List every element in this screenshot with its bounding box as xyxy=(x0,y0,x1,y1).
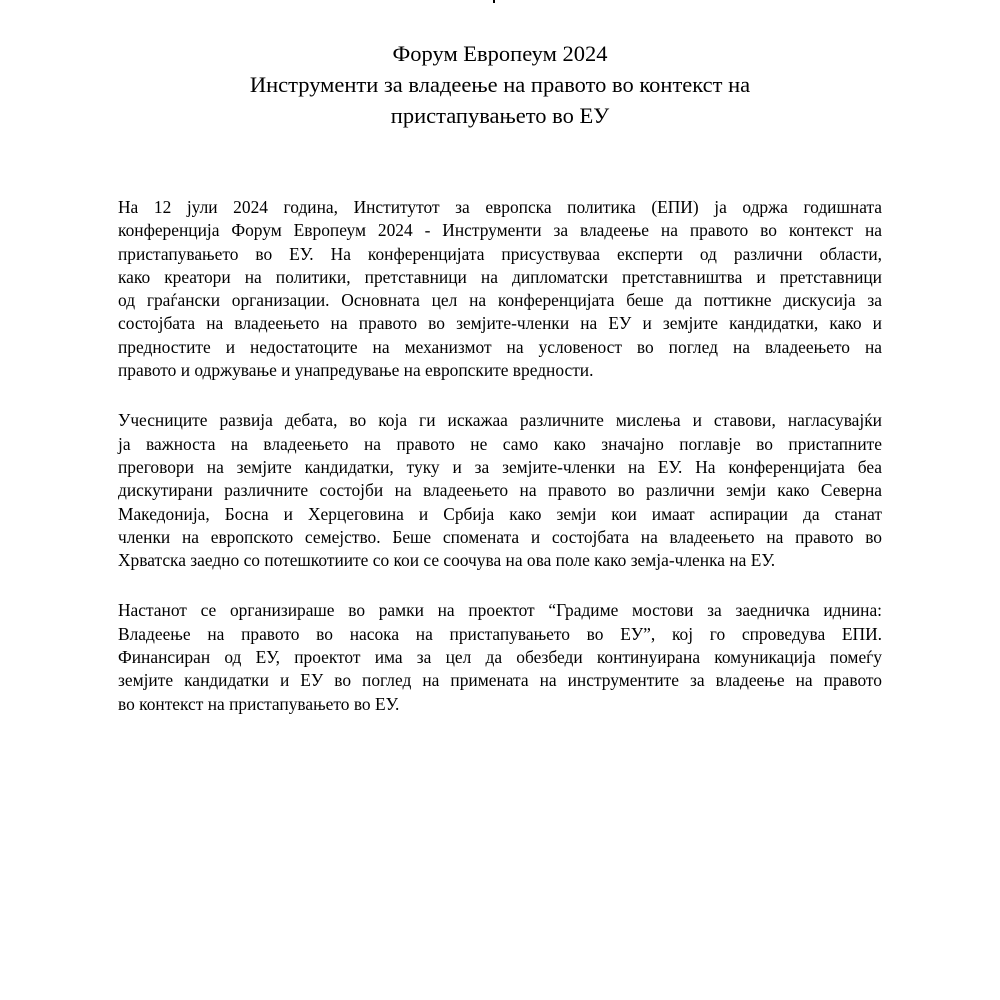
paragraph-line: На 12 јули 2024 година, Институтот за европска политика (ЕПИ) ја одржа годишната xyxy=(118,197,882,217)
title-line-1: Форум Европеум 2024 xyxy=(392,41,608,66)
paragraph-line: Македонија, Босна и Херцеговина и Србија како земји кои имаат аспирации да станат xyxy=(118,503,882,524)
paragraph-line: Хрватска заедно со потешкотиите со кои се соочува на ова поле како земја-членка на ЕУ. xyxy=(118,550,776,571)
paragraph-line: ја важноста на владеењето на правото не само како значајно поглавје во пристапните xyxy=(118,433,882,454)
title-line-2: Инструменти за владеење на правото во контекст на xyxy=(249,72,751,97)
paragraph-1 xyxy=(118,196,882,382)
paragraph-2 xyxy=(118,409,882,572)
paragraph-line: Настанот се организираше во рамки на проектот “Градиме мостови за заедничка иднина: xyxy=(118,600,882,621)
paragraph-line: од граѓански организации. Основната цел на конференцијата беше да поттикне дискусија за xyxy=(118,290,882,311)
paragraph-line: преговори на земјите кандидатки, туку и за земјите-членки на ЕУ. На конференцијата беа xyxy=(118,456,882,477)
paragraph-line: Финансиран од ЕУ, проектот има за цел да обезбеди континуирана комуникација помеѓу xyxy=(118,647,882,668)
paragraph-line: како креатори на политики, претставници на дипломатски претставништва и претставници xyxy=(118,266,882,287)
document-body xyxy=(118,196,882,743)
paragraph-line: членки на европското семејство. Беше спомената и состојбата на владеењето на правото во xyxy=(118,526,882,547)
paragraph-line: правото и одржување и унапредување на европските вредности. xyxy=(118,360,594,381)
paragraph-3 xyxy=(118,599,882,715)
paragraph-line: Учесниците развија дебата, во која ги искажаа различните мислења и ставови, нагласувајќи xyxy=(118,410,882,431)
paragraph-line: предностите и недостатоците на механизмот на условеност во поглед на владеењето на xyxy=(118,336,882,357)
document-title xyxy=(160,38,840,131)
paragraph-line: во контекст на пристапувањето во ЕУ. xyxy=(118,693,400,714)
paragraph-line: Владеење на правото во насока на пристапувањето во ЕУ”, кој го спроведува ЕПИ. xyxy=(118,623,882,644)
paragraph-line: конференција Форум Европеум 2024 - Инструменти за владеење на правото во контекст на xyxy=(118,220,882,241)
page-top-mark xyxy=(493,0,495,3)
paragraph-line: состојбата на владеењето на правото во земјите-членки на ЕУ и земјите кандидатки, како и xyxy=(118,313,882,334)
paragraph-line: земјите кандидатки и ЕУ во поглед на примената на инструментите за владеење на правото xyxy=(118,670,882,691)
paragraph-line: пристапувањето во ЕУ. На конференцијата присуствуваа експерти од различни области, xyxy=(118,243,882,264)
title-line-3: пристапувањето во ЕУ xyxy=(390,103,610,128)
paragraph-line: дискутирани различните состојби на владеењето на правото во различни земји како Северна xyxy=(118,480,882,501)
